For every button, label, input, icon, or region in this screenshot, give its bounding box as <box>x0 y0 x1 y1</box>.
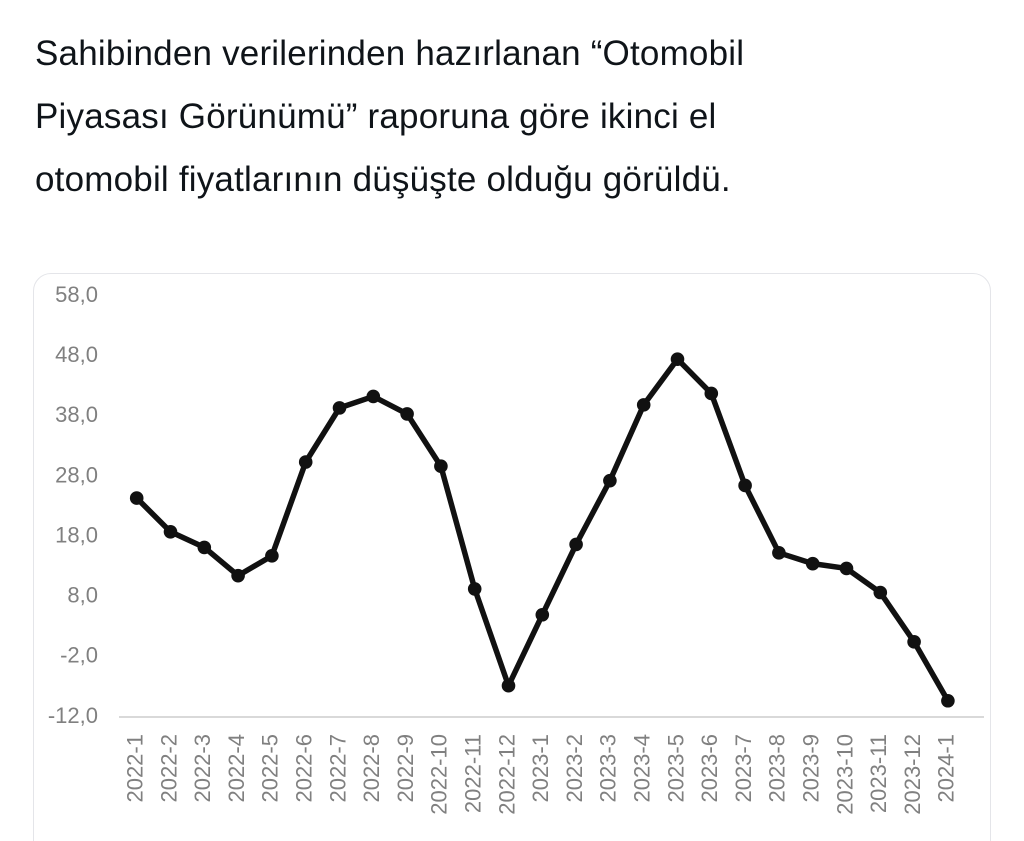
x-axis-tick-label: 2022-6 <box>291 734 317 803</box>
headline <box>35 22 1000 211</box>
y-axis-tick-label: 58,0 <box>55 281 98 307</box>
x-axis-tick-label: 2022-3 <box>190 734 216 803</box>
x-axis-tick-label: 2022-12 <box>494 734 520 815</box>
headline-line-1: Sahibinden verilerinden hazırlanan “Otomobil <box>35 34 745 73</box>
x-axis-tick-label: 2022-5 <box>257 734 283 803</box>
x-axis-tick-label: 2023-9 <box>798 734 824 803</box>
x-axis-tick-label: 2023-7 <box>730 734 756 803</box>
x-axis-tick-label: 2023-1 <box>528 734 554 803</box>
data-point-marker <box>941 694 955 708</box>
data-point-marker <box>637 398 651 412</box>
data-point-marker <box>231 569 245 583</box>
y-axis-tick-label: 8,0 <box>67 582 98 608</box>
data-point-marker <box>468 582 482 596</box>
data-point-marker <box>705 387 719 401</box>
headline-line-2: Piyasası Görünümü” raporuna göre ikinci el <box>35 97 717 136</box>
y-axis-tick-label: 48,0 <box>55 341 98 367</box>
x-axis-tick-label: 2022-2 <box>156 734 182 803</box>
y-axis-tick-label: 18,0 <box>55 522 98 548</box>
x-axis-tick-label: 2023-4 <box>629 734 655 803</box>
y-axis-tick-label: 38,0 <box>55 402 98 428</box>
x-axis-tick-label: 2023-3 <box>595 734 621 803</box>
data-point-marker <box>907 635 921 649</box>
data-point-marker <box>198 541 212 555</box>
data-point-marker <box>569 538 583 552</box>
data-point-marker <box>671 352 685 366</box>
x-axis-tick-label: 2022-8 <box>359 734 385 803</box>
data-point-marker <box>434 459 448 473</box>
y-axis-tick-label: -2,0 <box>60 642 98 668</box>
data-point-marker <box>299 455 313 469</box>
x-axis-tick-label: 2023-12 <box>899 734 925 815</box>
y-axis-tick-label: 28,0 <box>55 462 98 488</box>
y-axis-tick-label: -12,0 <box>47 702 98 728</box>
x-axis-tick-label: 2023-5 <box>663 734 689 803</box>
data-point-marker <box>738 479 752 493</box>
x-axis-tick-label: 2022-4 <box>223 734 249 803</box>
data-point-marker <box>874 586 888 600</box>
data-point-marker <box>536 608 550 622</box>
x-axis-tick-label: 2023-8 <box>764 734 790 803</box>
price-line-chart <box>34 274 990 841</box>
x-axis-tick-label: 2022-9 <box>392 734 418 803</box>
x-axis-tick-label: 2022-7 <box>325 734 351 803</box>
data-point-marker <box>806 557 820 571</box>
data-point-marker <box>400 407 414 421</box>
x-axis-tick-label: 2022-1 <box>122 734 148 803</box>
x-axis-tick-label: 2023-11 <box>866 734 892 814</box>
x-axis-tick-label: 2022-11 <box>460 734 486 814</box>
data-point-marker <box>265 549 279 563</box>
chart-card <box>33 273 991 841</box>
headline-line-3: otomobil fiyatlarının düşüşte olduğu görüldü. <box>35 160 731 199</box>
x-axis-tick-label: 2023-2 <box>561 734 587 803</box>
x-axis-tick-label: 2023-10 <box>832 734 858 815</box>
data-point-marker <box>603 474 617 488</box>
data-point-marker <box>333 401 347 415</box>
data-point-marker <box>840 562 854 576</box>
data-line <box>137 359 948 701</box>
data-point-marker <box>164 525 178 539</box>
x-axis-tick-label: 2024-1 <box>933 734 959 803</box>
x-axis-tick-label: 2023-6 <box>697 734 723 803</box>
data-point-marker <box>367 390 381 404</box>
data-point-marker <box>130 491 144 505</box>
data-point-marker <box>772 546 786 560</box>
x-axis-tick-label: 2022-10 <box>426 734 452 815</box>
data-point-marker <box>502 679 516 693</box>
